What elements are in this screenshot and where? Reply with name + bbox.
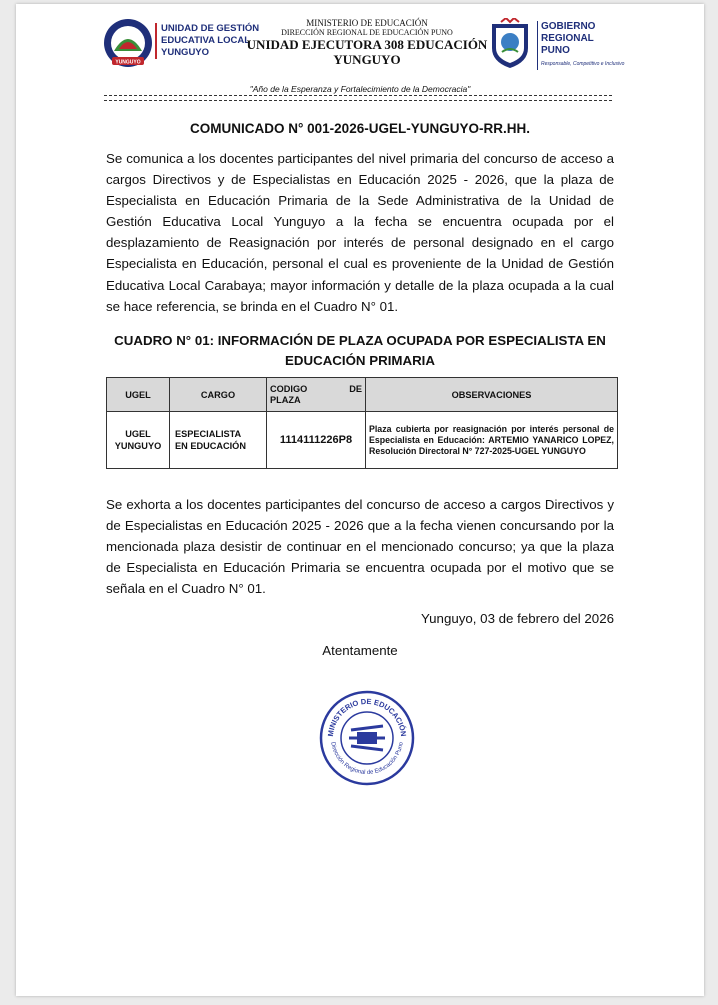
ugel-name-line: EDUCATIVA LOCAL xyxy=(161,35,251,46)
gob-name-line: REGIONAL xyxy=(541,33,594,44)
ugel-yunguyo-logo xyxy=(102,17,154,69)
gob-name-line: PUNO xyxy=(541,45,570,56)
cell-ugel-line: YUNGUYO xyxy=(114,441,162,451)
executing-unit: UNIDAD EJECUTORA 308 EDUCACIÓN YUNGUYO xyxy=(246,37,488,67)
header-observaciones: OBSERVACIONES xyxy=(366,378,618,412)
header-divider xyxy=(104,95,612,101)
header-codigo-plaza xyxy=(267,378,366,412)
header-cargo: CARGO xyxy=(170,378,267,412)
ministry-name: MINISTERIO DE EDUCACIÓN xyxy=(306,18,428,28)
ugel-name-line: UNIDAD DE GESTIÓN xyxy=(161,23,260,34)
header-plaza-word: PLAZA xyxy=(270,394,301,405)
official-seal xyxy=(319,690,415,786)
cell-ugel-line: UGEL xyxy=(125,429,151,439)
cell-observaciones: Plaza cubierta por reasignación por interés personal de Especialista en Educación: ARTEMIO YANARICO LOPEZ, Resolución Directoral N° 727-2025-UGEL YUNGUYO xyxy=(366,412,618,469)
year-motto: "Año de la Esperanza y Fortalecimiento de la Democracia" xyxy=(249,84,471,94)
document-page xyxy=(16,4,704,996)
cell-cargo xyxy=(170,412,267,469)
cell-cargo-line: ESPECIALISTA xyxy=(175,429,242,439)
ugel-name-line: YUNGUYO xyxy=(161,47,210,58)
cell-cargo-line: EN EDUCACIÓN xyxy=(175,441,246,451)
seal-bottom-text xyxy=(329,741,405,776)
seal-bottom-textpath: Dirección Regional de Educación Puno xyxy=(329,741,405,777)
communique-title: COMUNICADO N° 001-2026-UGEL-YUNGUYO-RR.HH. xyxy=(190,121,530,136)
table-row xyxy=(107,412,618,469)
header-codigo-word: CODIGO xyxy=(270,383,308,394)
body-paragraph-2: Se exhorta a los docentes participantes del concurso de acceso a cargos Directivos y de Especialistas en Educación 2025 - 2026 que a la fecha vienen concursando por la mencionada plaza desistir de continuar en el mencionado concurso; ya que la plaza de Especialista en Educación Primaria se encuentra ocupada por el motivo que se señala en el Cuadro N° 01. xyxy=(106,497,614,597)
cell-ugel xyxy=(107,412,170,469)
date-line: Yunguyo, 03 de febrero del 2026 xyxy=(421,611,614,626)
institution-header xyxy=(238,18,496,67)
plaza-table xyxy=(106,377,618,469)
regional-direction: DIRECCIÓN REGIONAL DE EDUCACIÓN PUNO xyxy=(281,28,453,37)
body-paragraph-1: Se comunica a los docentes participantes del nivel primaria del concurso de acceso a cargos Directivos y de Especialistas en Educación 2025 - 2026, que la plaza de Especialista en Educación Primaria de la Sede Administrativa de la Unidad de Gestión Educativa Local Yunguyo a la fecha se encuentra ocupada por el desplazamiento de Reasignación por interés de personal designado en el cargo Especialista en Educación, personal el cual es proveniente de la Unidad de Gestión Educativa Local Carabaya; mayor información y detalle de la plaza ocupada a la cual se hace referencia, se brinda en el Cuadro N° 01. xyxy=(106,151,614,314)
closing-line: Atentamente xyxy=(322,643,398,658)
gob-tagline: Responsable, Competitivo e Inclusivo xyxy=(541,61,625,67)
table-header-row xyxy=(107,378,618,412)
logo-ring-text: YUNGUYO xyxy=(115,59,141,66)
gobierno-regional-name xyxy=(537,21,624,70)
letterhead xyxy=(16,10,704,82)
gobierno-regional-logo xyxy=(486,18,534,70)
table-title: CUADRO N° 01: INFORMACIÓN DE PLAZA OCUPADA POR ESPECIALISTA EN EDUCACIÓN PRIMARIA xyxy=(114,333,606,368)
header-de-word: DE xyxy=(349,383,362,394)
header-ugel: UGEL xyxy=(107,378,170,412)
gob-name-line: GOBIERNO xyxy=(541,21,596,32)
cell-codigo-plaza: 1114111226P8 xyxy=(267,412,366,469)
seal-top-textpath: MINISTERIO DE EDUCACIÓN xyxy=(325,696,409,737)
